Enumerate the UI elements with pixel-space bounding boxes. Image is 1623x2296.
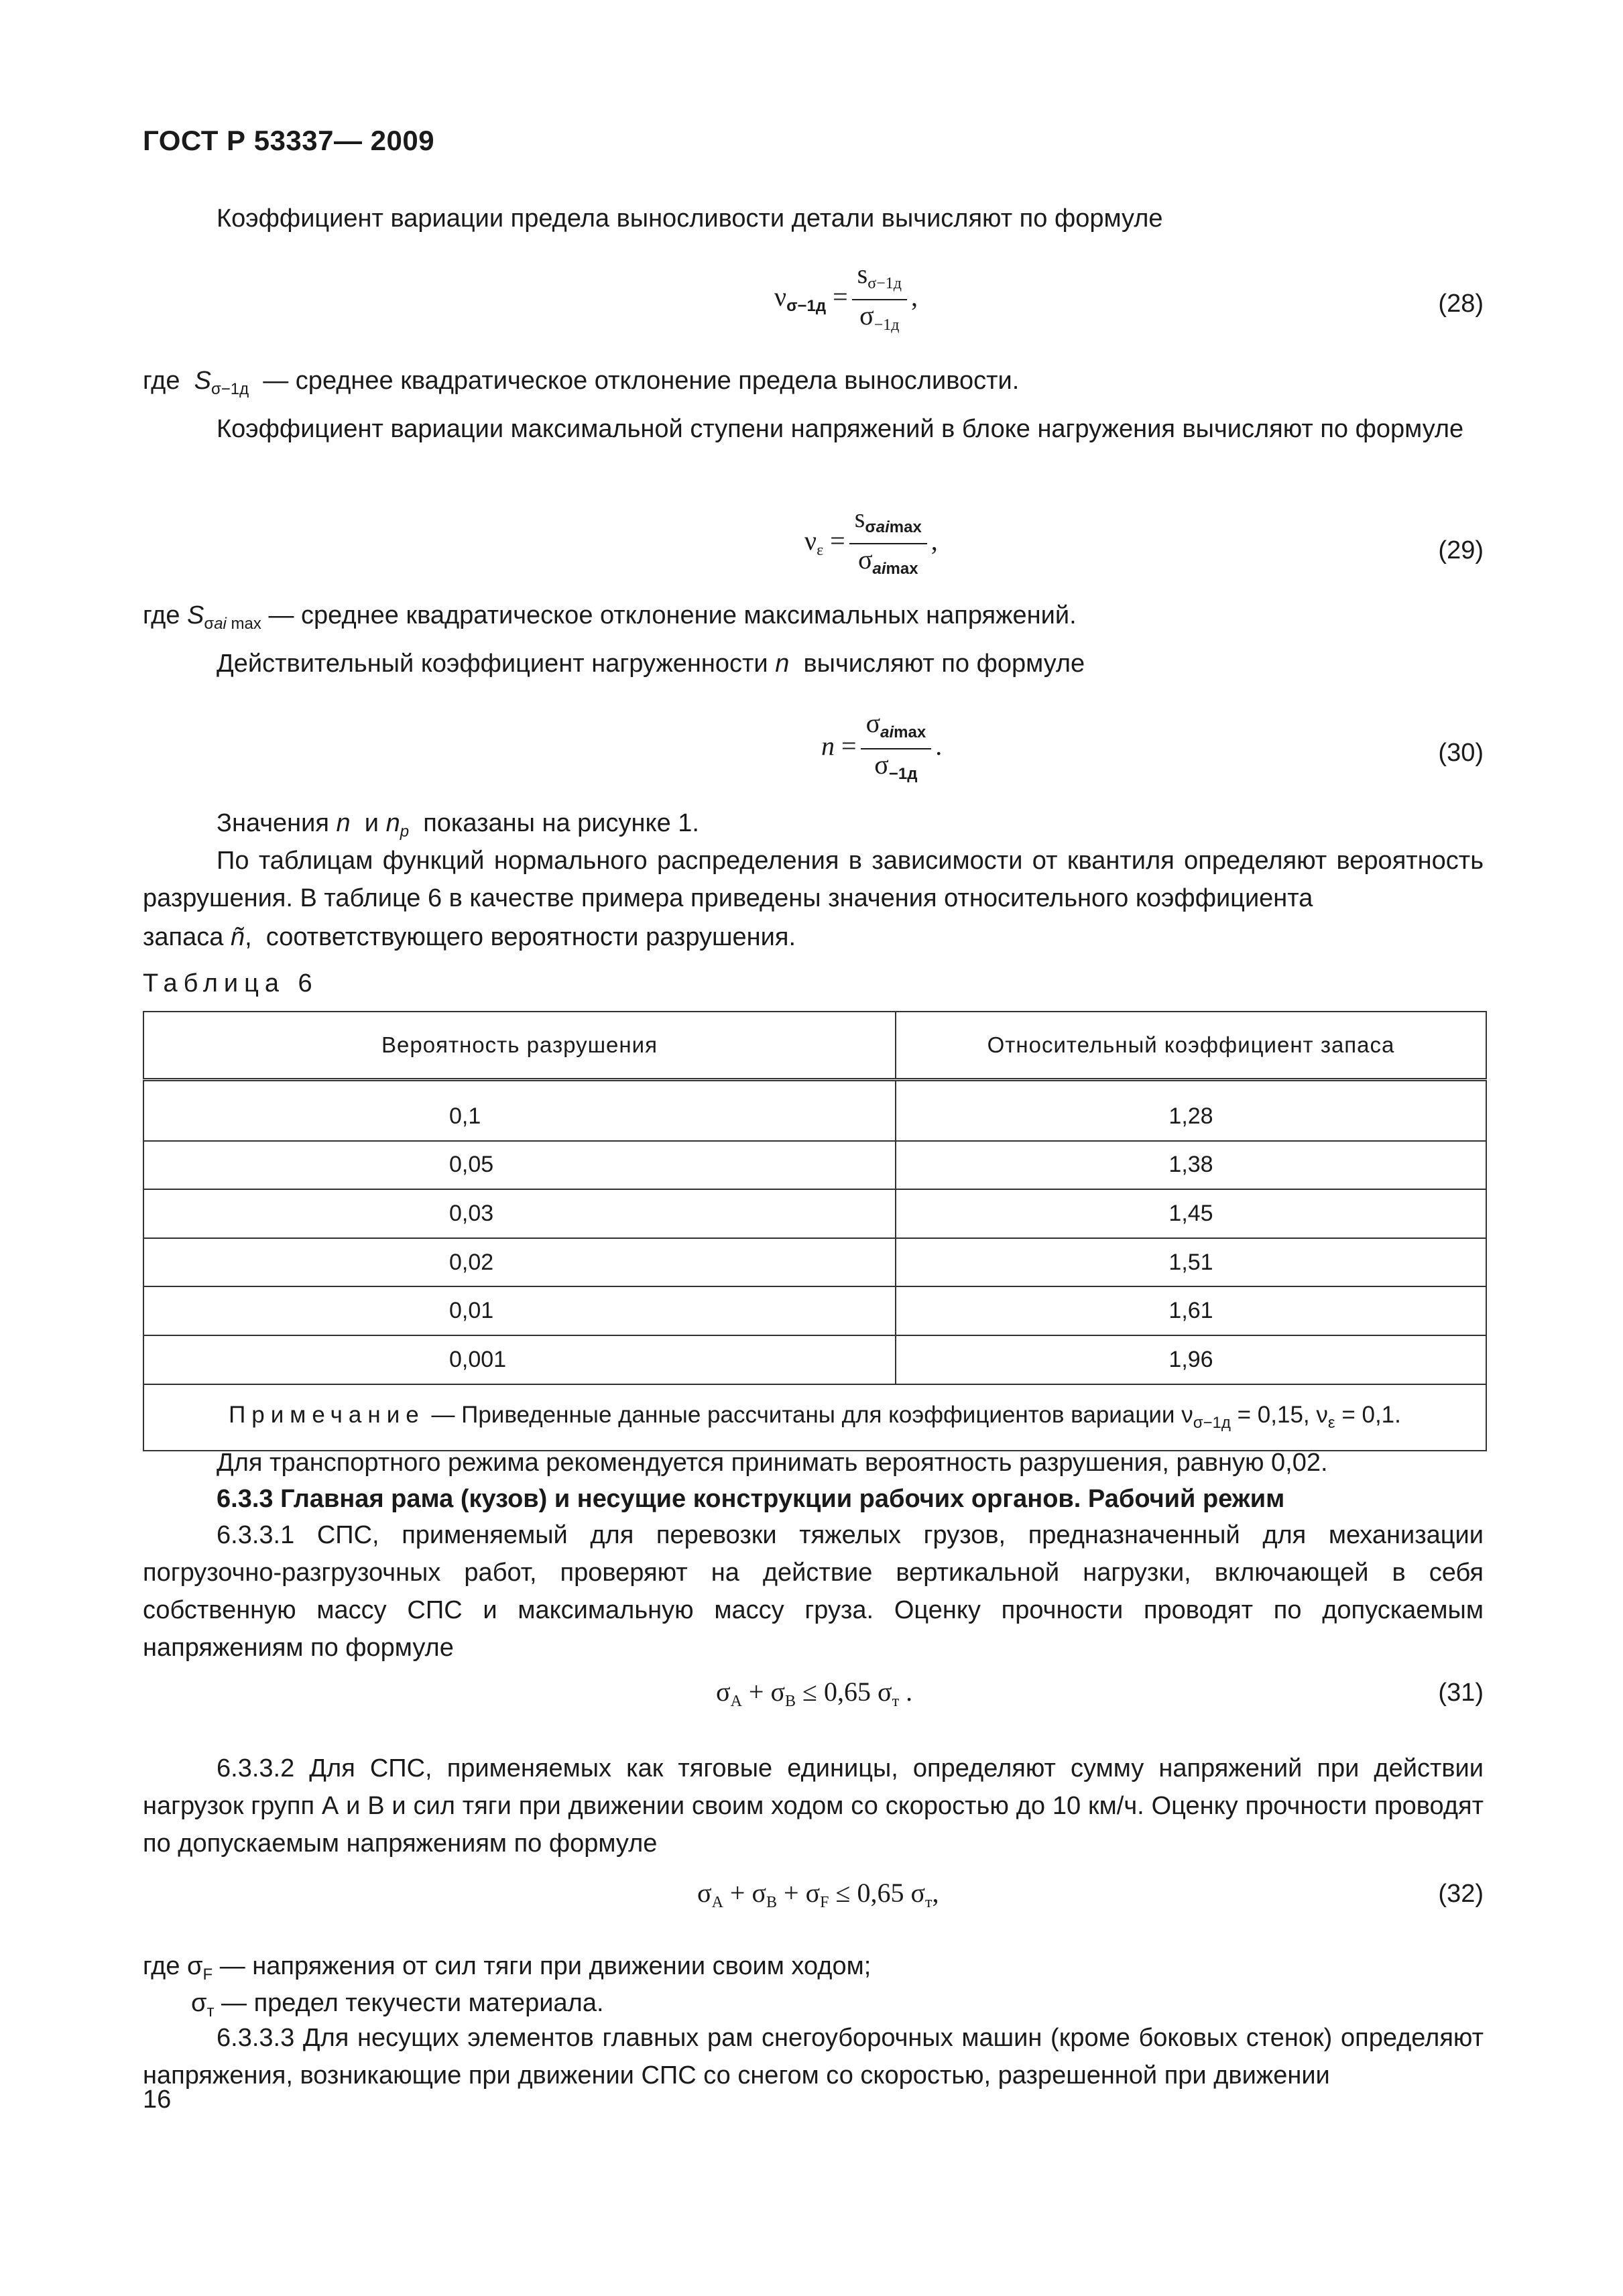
para-29-intro: Коэффициент вариации максимальной ступени напряжений в блоке нагружения вычисляют по формуле bbox=[217, 415, 1464, 443]
page-number: 16 bbox=[143, 2086, 172, 2114]
table-note: Примечание — Приведенные данные рассчитаны для коэффициентов вариации $\nu_{\sigma-1д} = 0,15$, $\nu_\varepsilon = 0,1$. bbox=[143, 1384, 1486, 1451]
equation-31: $\sigma_A + \sigma_B \le 0,65$ $\sigma_т$ . bbox=[716, 1677, 913, 1710]
table-header-probability: Вероятность разрушения bbox=[143, 1012, 896, 1080]
equation-31-number: (31) bbox=[1438, 1679, 1484, 1707]
equation-29: $\nu_\varepsilon$ = $\frac{s_{\sigma aimax}}{\sigma_{aimax}}$ , bbox=[804, 503, 938, 578]
table-row bbox=[143, 1141, 1486, 1190]
table-row bbox=[143, 1286, 1486, 1335]
equation-30-number: (30) bbox=[1438, 739, 1484, 767]
table-cell: 1,61 bbox=[896, 1286, 1486, 1335]
table-cell: 0,03 bbox=[143, 1189, 896, 1238]
para-tables-end: запаса ñ, соответствующего вероятности разрушения. bbox=[143, 923, 796, 951]
table-cell: 0,001 bbox=[143, 1335, 896, 1384]
para-tables: По таблицам функций нормального распределения в зависимости от квантиля определяют вероятность разрушения. В таблице 6 в качестве примера приведены значения относительного коэффициента bbox=[143, 847, 1484, 912]
equation-29-number: (29) bbox=[1438, 536, 1484, 564]
table-row bbox=[143, 1080, 1486, 1141]
para-28-intro: Коэффициент вариации предела выносливости детали вычисляют по формуле bbox=[217, 204, 1163, 233]
table-row bbox=[143, 1189, 1486, 1238]
equation-32: $\sigma_A + \sigma_B + \sigma_F \le 0,65$ $\sigma_т$, bbox=[697, 1878, 939, 1911]
para-transport: Для транспортного режима рекомендуется принимать вероятность разрушения, равную 0,02. bbox=[217, 1449, 1328, 1477]
table-cell: 0,1 bbox=[143, 1080, 896, 1141]
table-cell: 1,51 bbox=[896, 1238, 1486, 1287]
table-row bbox=[143, 1238, 1486, 1287]
equation-30: n = $\frac{\sigma_{aimax}}{\sigma_{-1д}}$ . bbox=[821, 708, 943, 783]
equation-32-number: (32) bbox=[1438, 1880, 1484, 1908]
eq29-where: где $S_{\sigma ai max}$ — среднее квадратическое отклонение максимальных напряжений. bbox=[143, 601, 1077, 633]
para-6-3-3-2: 6.3.3.2 Для СПС, применяемых как тяговые единицы, определяют сумму напряжений при действии нагрузок групп А и В и сил тяги при движении своим ходом со скоростью до 10 км/ч. Оценку прочности проводят по допускаемым напряжениям по формуле bbox=[143, 1754, 1484, 1858]
equation-28: $\nu_{\sigma-1д}$ = $\frac{s_{\sigma-1д}}{\sigma_{-1д}}$ , bbox=[774, 259, 918, 334]
table-cell: 1,28 bbox=[896, 1080, 1486, 1141]
table-caption: Таблица 6 bbox=[143, 969, 318, 998]
equation-28-number: (28) bbox=[1438, 290, 1484, 318]
para-6-3-3-1: 6.3.3.1 СПС, применяемый для перевозки тяжелых грузов, предназначенный для механизации погрузочно-разгрузочных работ, проверяют на действие вертикальной нагрузки, включающей в себя собственную массу СПС и максимальную массу груза. Оценку прочности проводят по допускаемым напряжениям по формуле bbox=[143, 1521, 1484, 1662]
table-cell: 0,02 bbox=[143, 1238, 896, 1287]
para-6-3-3-3: 6.3.3.3 Для несущих элементов главных рам снегоуборочных машин (кроме боковых стенок) определяют напряжения, возникающие при движении СПС со снегом со скоростью, разрешенной при движении bbox=[143, 2024, 1484, 2090]
table-cell: 1,38 bbox=[896, 1141, 1486, 1190]
table-cell: 0,05 bbox=[143, 1141, 896, 1190]
document-header: ГОСТ Р 53337— 2009 bbox=[143, 125, 435, 156]
table-cell: 1,96 bbox=[896, 1335, 1486, 1384]
where-sigma-t: $\sigma_т$ — предел текучести материала. bbox=[191, 1989, 604, 2020]
table-6 bbox=[143, 1011, 1487, 1451]
table-header-coefficient: Относительный коэффициент запаса bbox=[896, 1012, 1486, 1080]
para-30-intro: Действительный коэффициент нагруженности n вычисляют по формуле bbox=[217, 650, 1085, 678]
table-cell: 0,01 bbox=[143, 1286, 896, 1335]
eq28-where: где $S_{\sigma-1д}$ — среднее квадратическое отклонение предела выносливости. bbox=[143, 367, 1020, 398]
where-sigma-f: где $\sigma_F$ — напряжения от сил тяги при движении своим ходом; bbox=[143, 1952, 871, 1984]
values-line: Значения n и $n_p$ показаны на рисунке 1. bbox=[217, 809, 699, 841]
table-row bbox=[143, 1335, 1486, 1384]
section-heading-6-3-3: 6.3.3 Главная рама (кузов) и несущие конструкции рабочих органов. Рабочий режим bbox=[217, 1485, 1285, 1513]
table-cell: 1,45 bbox=[896, 1189, 1486, 1238]
